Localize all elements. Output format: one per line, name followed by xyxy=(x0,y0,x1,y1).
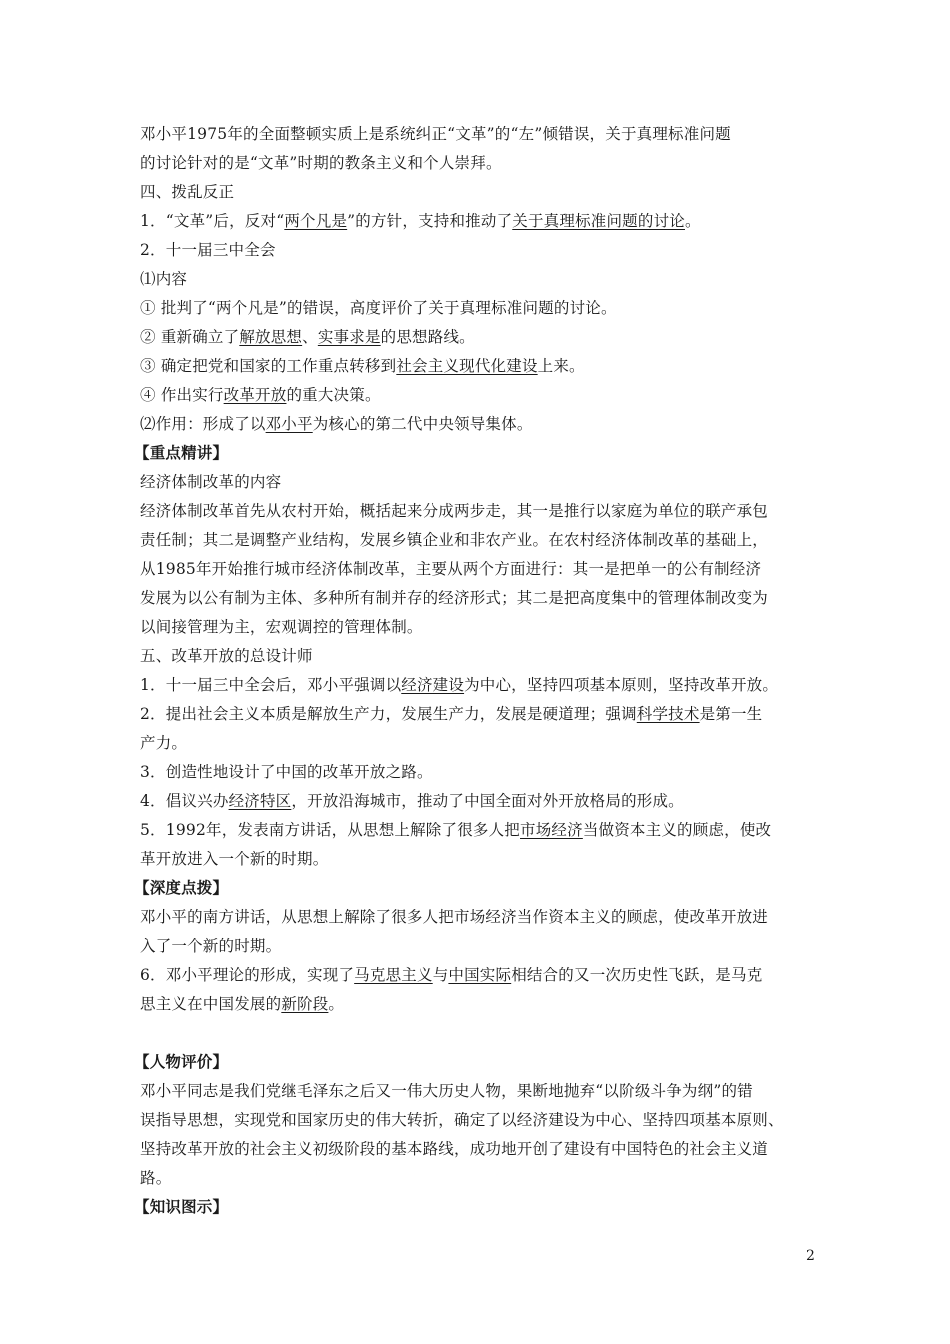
person-review-tag: 【人物评价】 xyxy=(134,1052,229,1071)
page-number: 2 xyxy=(806,1248,815,1264)
section-5-item-6: 6．邓小平理论的形成，实现了马克思主义与中国实际相结合的又一次历史性飞跃，是马克 xyxy=(140,966,763,984)
key-points-tag: 【重点精讲】 xyxy=(134,443,229,462)
underlined-term: 马克思主义 xyxy=(354,966,433,984)
person-review-line: 邓小平同志是我们党继毛泽东之后又一伟大历史人物，果断地抛弃“以阶级斗争为纲”的错 xyxy=(140,1082,753,1100)
section-5-item-1: 1．十一届三中全会后，邓小平强调以经济建设为中心，坚持四项基本原则，坚持改革开放。 xyxy=(140,676,779,694)
section-5-item-3: 3．创造性地设计了中国的改革开放之路。 xyxy=(140,763,433,781)
content-item-1: ① 批判了“两个凡是”的错误，高度评价了关于真理标准问题的讨论。 xyxy=(140,299,617,317)
underlined-term: 关于真理标准问题的讨论 xyxy=(512,212,685,230)
knowledge-diagram-tag: 【知识图示】 xyxy=(134,1197,229,1216)
deep-insight-line: 邓小平的南方讲话，从思想上解除了很多人把市场经济当作资本主义的顾虑，使改革开放进 xyxy=(140,908,769,926)
intro-line: 邓小平1975年的全面整顿实质上是系统纠正“文革”的“左”倾错误，关于真理标准问题 xyxy=(140,125,731,143)
key-points-title: 经济体制改革的内容 xyxy=(140,473,282,491)
section-4-point-1: 1．“文革”后，反对“两个凡是”的方针，支持和推动了关于真理标准问题的讨论。 xyxy=(140,212,701,230)
underlined-term: 邓小平 xyxy=(265,415,313,433)
section-5-item-5-cont: 革开放进入一个新的时期。 xyxy=(140,850,329,868)
section-5-item-2-cont: 产力。 xyxy=(140,734,188,752)
section-5-item-4: 4．倡议兴办经济特区，开放沿海城市，推动了中国全面对外开放格局的形成。 xyxy=(140,792,684,810)
person-review-line: 误指导思想，实现党和国家历史的伟大转折，确定了以经济建设为中心、坚持四项基本原则、 xyxy=(140,1111,784,1129)
underlined-term: 中国实际 xyxy=(448,966,512,984)
key-points-line: 从1985年开始推行城市经济体制改革，主要从两个方面进行：其一是把单一的公有制经济 xyxy=(140,560,762,578)
deep-insight-line: 入了一个新的时期。 xyxy=(140,937,282,955)
intro-line: 的讨论针对的是“文革”时期的教条主义和个人崇拜。 xyxy=(140,154,502,172)
content-item-4: ④ 作出实行改革开放的重大决策。 xyxy=(140,386,381,404)
underlined-term: 新阶段 xyxy=(281,995,329,1013)
effect-line: ⑵作用：形成了以邓小平为核心的第二代中央领导集体。 xyxy=(140,415,533,433)
section-5-title: 五、改革开放的总设计师 xyxy=(140,647,313,665)
person-review-line: 路。 xyxy=(140,1169,172,1187)
content-item-3: ③ 确定把党和国家的工作重点转移到社会主义现代化建设上来。 xyxy=(140,357,585,375)
section-5-item-6-cont: 思主义在中国发展的新阶段。 xyxy=(140,995,345,1013)
key-points-line: 发展为以公有制为主体、多种所有制并存的经济形式；其二是把高度集中的管理体制改变为 xyxy=(140,589,769,607)
underlined-term: 解放思想 xyxy=(239,328,303,346)
key-points-line: 以间接管理为主，宏观调控的管理体制。 xyxy=(140,618,423,636)
underlined-term: 经济特区 xyxy=(228,792,292,810)
person-review-line: 坚持改革开放的社会主义初级阶段的基本路线，成功地开创了建设有中国特色的社会主义道 xyxy=(140,1140,769,1158)
underlined-term: 经济建设 xyxy=(401,676,465,694)
section-5-item-2: 2．提出社会主义本质是解放生产力，发展生产力，发展是硬道理；强调科学技术是第一生 xyxy=(140,705,763,723)
section-4-title: 四、拨乱反正 xyxy=(140,183,235,201)
key-points-line: 经济体制改革首先从农村开始，概括起来分成两步走，其一是推行以家庭为单位的联产承包 xyxy=(140,502,769,520)
content-item-2: ② 重新确立了解放思想、实事求是的思想路线。 xyxy=(140,328,475,346)
underlined-term: 市场经济 xyxy=(520,821,583,839)
underlined-term: 科学技术 xyxy=(636,705,700,723)
content-heading: ⑴内容 xyxy=(140,270,188,288)
underlined-term: 实事求是 xyxy=(317,328,381,346)
deep-insight-tag: 【深度点拨】 xyxy=(134,878,229,897)
underlined-term: 改革开放 xyxy=(223,386,287,404)
section-4-point-2: 2．十一届三中全会 xyxy=(140,241,276,259)
key-points-line: 责任制；其二是调整产业结构，发展乡镇企业和非农产业。在农村经济体制改革的基础上， xyxy=(140,531,769,549)
underlined-term: 社会主义现代化建设 xyxy=(396,357,538,375)
underlined-term: 两个凡是 xyxy=(284,212,348,230)
section-5-item-5: 5．1992年，发表南方讲话，从思想上解除了很多人把市场经济当做资本主义的顾虑，使改 xyxy=(140,821,772,839)
